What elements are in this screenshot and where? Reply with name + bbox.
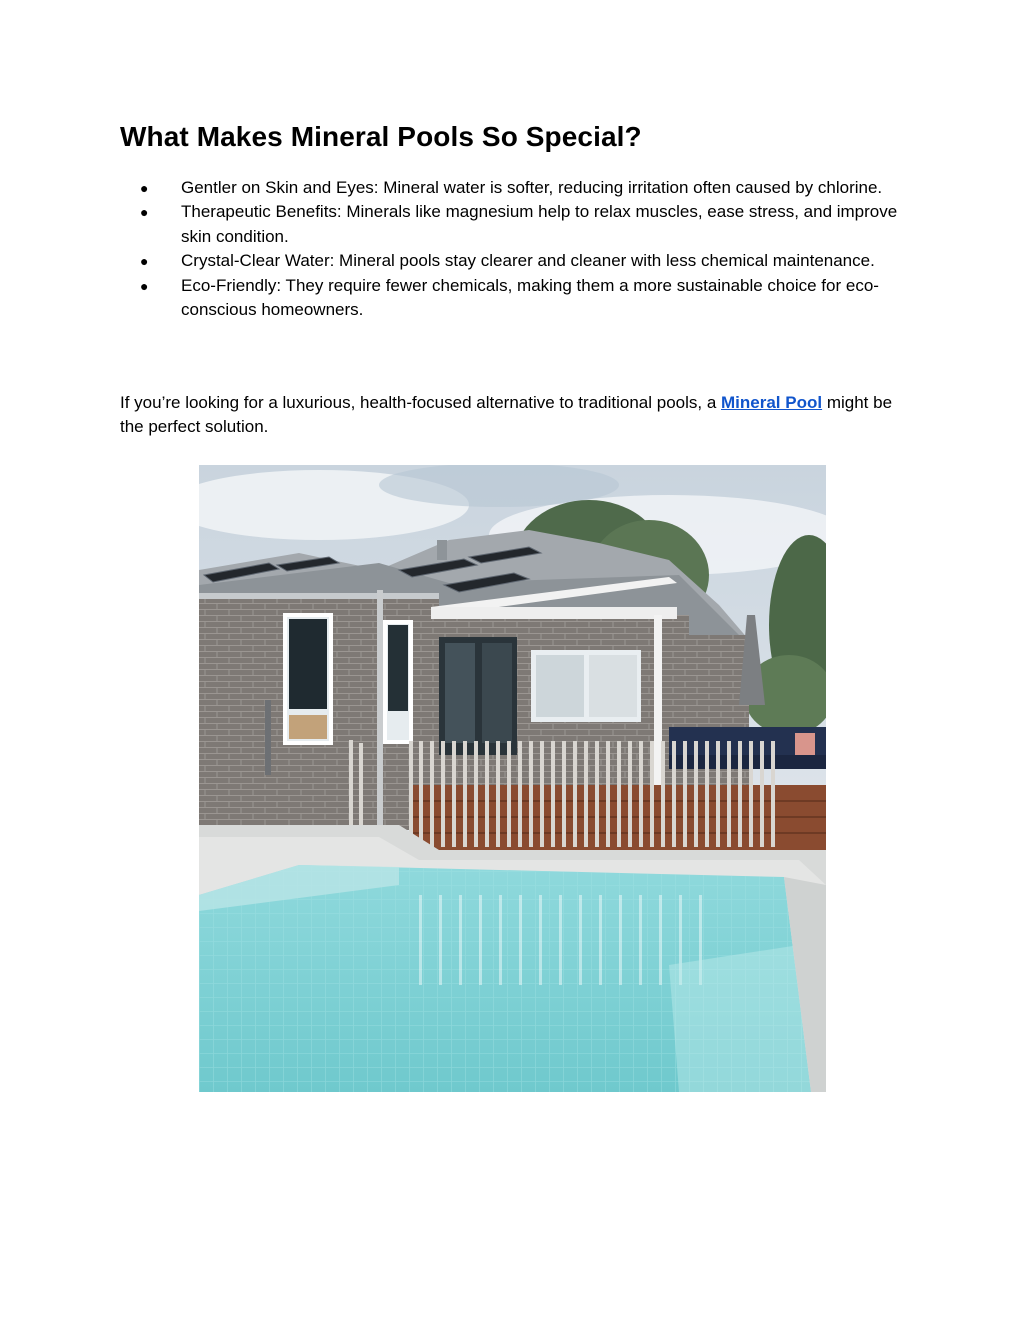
closing-paragraph [120,391,910,440]
list-item-text: Eco-Friendly: They require fewer chemicals, making them a more sustainable choice for eco-conscious homeowners. [181,275,879,320]
mineral-pool-link[interactable]: Mineral Pool [721,393,823,412]
paragraph-text-before-link: If you’re looking for a luxurious, health-focused alternative to traditional pools, a [120,393,722,412]
list-item-text: Gentler on Skin and Eyes: Mineral water is softer, reducing irritation often caused by chlorine. [181,178,883,197]
list-item [120,176,910,200]
list-item [120,200,910,249]
list-item [120,274,910,323]
list-item [120,249,910,273]
list-item-text: Crystal-Clear Water: Mineral pools stay clearer and cleaner with less chemical maintenance. [181,251,875,271]
list-item-text: Therapeutic Benefits: Minerals like magnesium help to relax muscles, ease stress, and improve skin condition. [181,202,898,246]
bullet-icon: ● [140,180,149,196]
benefits-list [120,176,910,322]
paragraph-text-after-link: might be the perfect solution. [120,393,893,437]
bullet-icon: ● [140,277,149,294]
bullet-icon: ● [140,253,149,270]
pool-house-photo [199,465,826,1092]
page-heading: What Makes Mineral Pools So Special? [120,121,642,152]
bullet-icon: ● [140,204,149,221]
